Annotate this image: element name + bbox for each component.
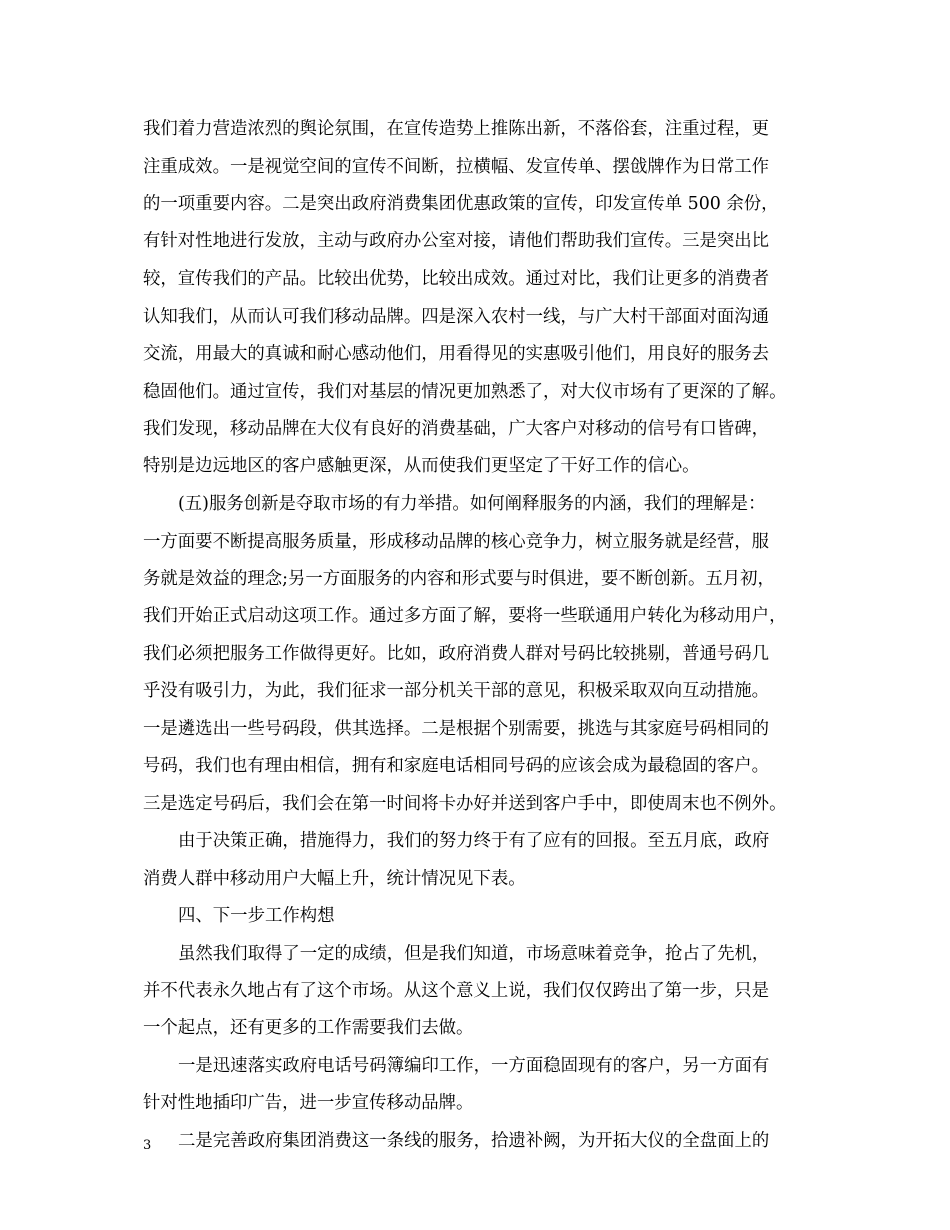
paragraph-line: 一个起点，还有更多的工作需要我们去做。 (143, 1018, 474, 1038)
paragraph-line: 我们发现，移动品牌在大仪有良好的消费基础，广大客户对移动的信号有口皆碑， (143, 419, 770, 439)
paragraph-line: 务就是效益的理念;另一方面服务的内容和形式要与时俱进，要不断创新。五月初， (143, 569, 775, 589)
paragraph-line: 二是完善政府集团消费这一条线的服务，拾遗补阙，为开拓大仪的全盘面上的 (178, 1131, 770, 1151)
paragraph-line: 一是迅速落实政府电话号码簿编印工作，一方面稳固现有的客户，另一方面有 (178, 1056, 770, 1076)
paragraph-line: 虽然我们取得了一定的成绩，但是我们知道，市场意味着竞争，抢占了先机， (178, 944, 770, 964)
paragraph-line: 三是选定号码后，我们会在第一时间将卡办好并送到客户手中，即使周末也不例外。 (143, 794, 787, 814)
section-heading-line: 四、下一步工作构想 (178, 906, 335, 926)
paragraph-line: 乎没有吸引力，为此，我们征求一部分机关干部的意见，积极采取双向互动措施。 (143, 681, 770, 701)
paragraph-line: 并不代表永久地占有了这个市场。从这个意义上说，我们仅仅跨出了第一步，只是 (143, 981, 770, 1001)
paragraph-line: 由于决策正确，措施得力，我们的努力终于有了应有的回报。至五月底，政府 (178, 831, 770, 851)
section-heading-line: (五)服务创新是夺取市场的有力举措。如何阐释服务的内涵，我们的理解是： (178, 494, 766, 514)
paragraph-line: 认知我们，从而认可我们移动品牌。四是深入农村一线，与广大村干部面对面沟通 (143, 307, 770, 327)
paragraph-line: 有针对性地进行发放，主动与政府办公室对接，请他们帮助我们宣传。三是突出比 (143, 231, 770, 251)
paragraph-line: 我们必须把服务工作做得更好。比如，政府消费人群对号码比较挑剔，普通号码几 (143, 644, 770, 664)
paragraph-line: 特别是边远地区的客户感触更深，从而使我们更坚定了干好工作的信心。 (143, 456, 700, 476)
paragraph-line: 稳固他们。通过宣传，我们对基层的情况更加熟悉了，对大仪市场有了更深的了解。 (143, 382, 787, 402)
page-number: 3 (143, 1138, 152, 1153)
paragraph-line: 号码，我们也有理由相信，拥有和家庭电话相同号码的应该会成为最稳固的客户。 (143, 756, 770, 776)
paragraph-line: 的一项重要内容。二是突出政府消费集团优惠政策的宣传，印发宣传单 500 余份， (143, 194, 779, 214)
paragraph-line: 针对性地插印广告，进一步宣传移动品牌。 (143, 1093, 474, 1113)
paragraph-line: 消费人群中移动用户大幅上升，统计情况见下表。 (143, 869, 526, 889)
paragraph-line: 注重成效。一是视觉空间的宣传不间断，拉横幅、发宣传单、摆戗牌作为日常工作 (143, 157, 770, 177)
paragraph-line: 一是遴选出一些号码段，供其选择。二是根据个别需要，挑选与其家庭号码相同的 (143, 719, 770, 739)
paragraph-line: 我们着力营造浓烈的舆论氛围，在宣传造势上推陈出新，不落俗套，注重过程，更 (143, 119, 770, 139)
paragraph-line: 一方面要不断提高服务质量，形成移动品牌的核心竞争力，树立服务就是经营，服 (143, 532, 770, 552)
paragraph-line: 我们开始正式启动这项工作。通过多方面了解，要将一些联通用户转化为移动用户， (143, 606, 787, 626)
paragraph-line: 交流，用最大的真诚和耐心感动他们，用看得见的实惠吸引他们，用良好的服务去 (143, 344, 770, 364)
paragraph-line: 较，宣传我们的产品。比较出优势，比较出成效。通过对比，我们让更多的消费者 (143, 269, 770, 289)
